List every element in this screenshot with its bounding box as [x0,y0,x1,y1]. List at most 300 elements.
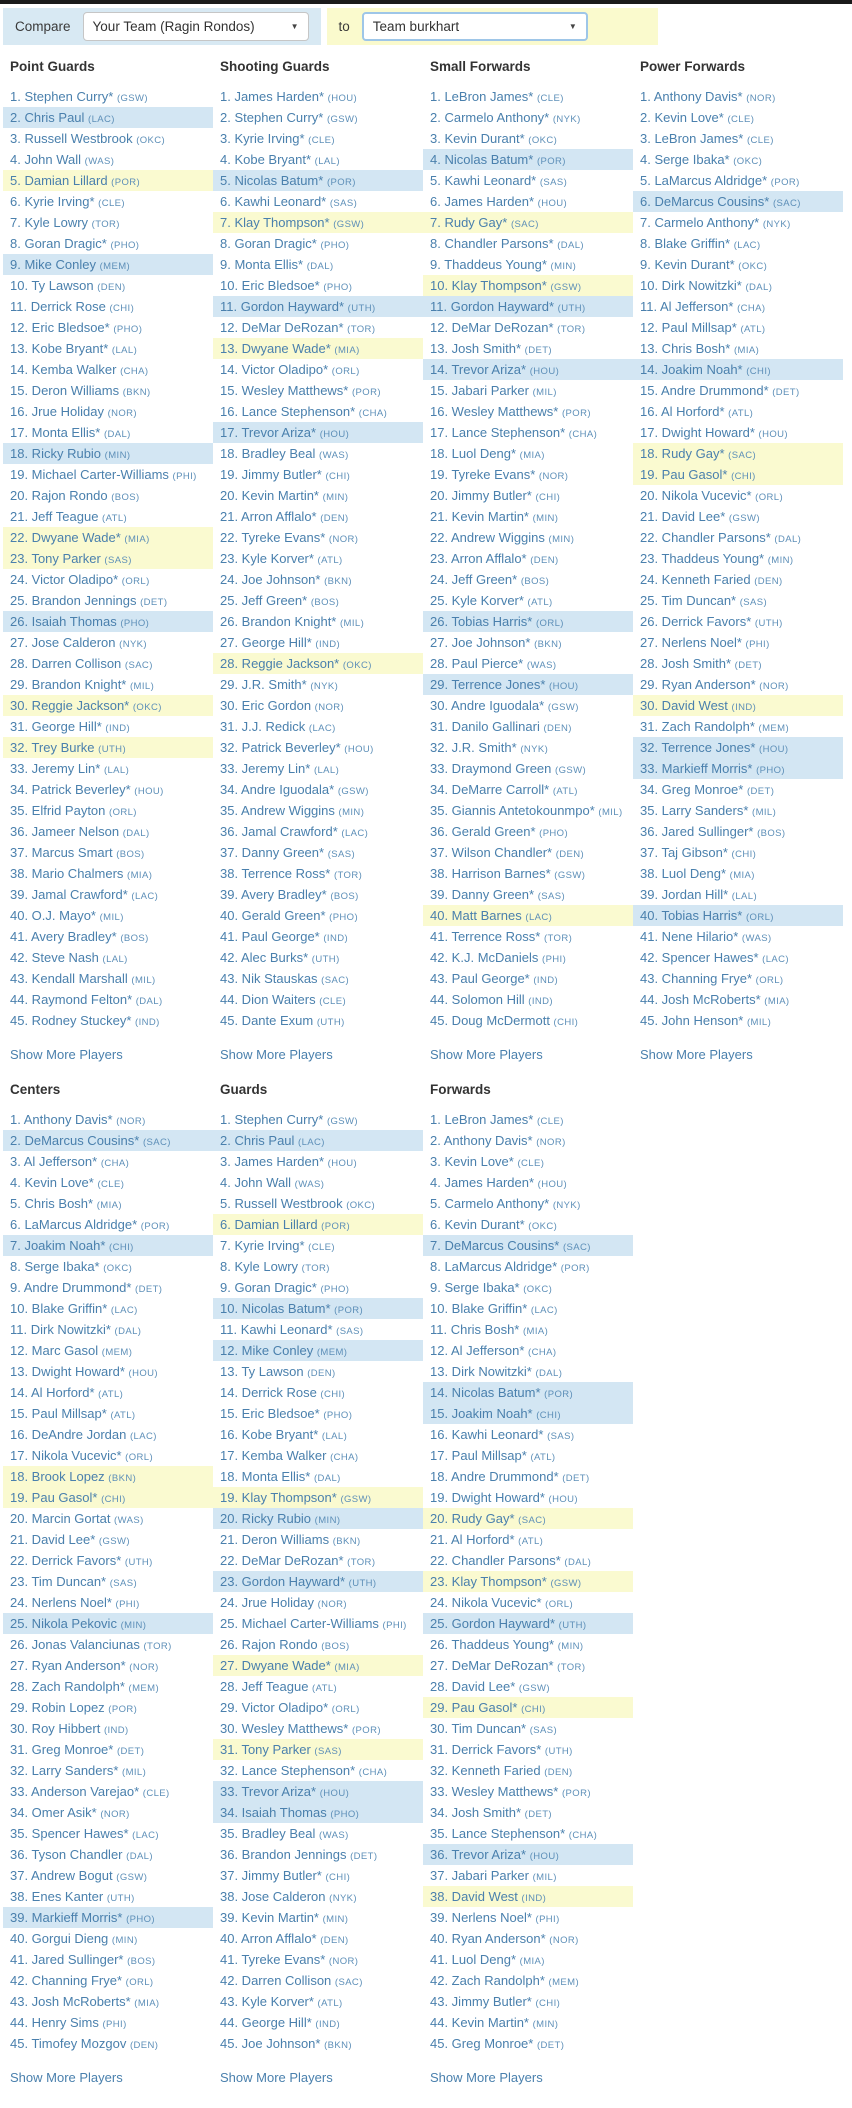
player-row[interactable] [3,275,213,296]
player-row[interactable] [213,758,423,779]
player-row[interactable] [633,233,843,254]
player-row[interactable] [213,1928,423,1949]
player-row[interactable] [213,422,423,443]
player-row[interactable] [213,1907,423,1928]
player-row[interactable] [423,1256,633,1277]
player-row[interactable] [423,275,633,296]
player-row[interactable] [423,2033,633,2054]
player-row[interactable] [423,1718,633,1739]
player-row[interactable] [213,1466,423,1487]
player-row[interactable] [633,338,843,359]
player-row[interactable] [423,1634,633,1655]
player-row[interactable] [213,86,423,107]
player-row[interactable] [213,1760,423,1781]
player-row[interactable] [213,1529,423,1550]
player-row[interactable] [3,1151,213,1172]
player-row[interactable] [633,905,843,926]
player-row[interactable] [213,1718,423,1739]
player-row[interactable] [3,737,213,758]
player-row[interactable] [633,989,843,1010]
player-row[interactable] [213,1571,423,1592]
player-row[interactable] [423,1487,633,1508]
player-row[interactable] [423,1949,633,1970]
player-row[interactable] [3,506,213,527]
player-row[interactable] [3,758,213,779]
player-row[interactable] [213,1739,423,1760]
player-row[interactable] [3,1487,213,1508]
player-row[interactable] [423,716,633,737]
player-row[interactable] [3,842,213,863]
player-row[interactable] [3,1634,213,1655]
player-row[interactable] [3,1319,213,1340]
player-row[interactable] [633,716,843,737]
player-row[interactable] [423,233,633,254]
player-row[interactable] [3,1256,213,1277]
player-row[interactable] [213,1151,423,1172]
player-row[interactable] [213,926,423,947]
player-row[interactable] [3,1382,213,1403]
player-row[interactable] [3,359,213,380]
player-row[interactable] [3,1571,213,1592]
player-row[interactable] [423,1193,633,1214]
player-row[interactable] [633,653,843,674]
player-row[interactable] [213,1844,423,1865]
player-row[interactable] [3,1109,213,1130]
player-row[interactable] [213,1193,423,1214]
player-row[interactable] [3,1172,213,1193]
player-row[interactable] [3,611,213,632]
player-row[interactable] [213,611,423,632]
player-row[interactable] [423,1865,633,1886]
player-row[interactable] [633,170,843,191]
player-row[interactable] [633,632,843,653]
player-row[interactable] [633,485,843,506]
show-more-link[interactable]: Show More Players [430,2070,543,2085]
player-row[interactable] [633,548,843,569]
player-row[interactable] [213,527,423,548]
player-row[interactable] [633,464,843,485]
player-row[interactable] [423,1424,633,1445]
player-row[interactable] [423,422,633,443]
player-row[interactable] [423,905,633,926]
player-row[interactable] [3,1676,213,1697]
player-row[interactable] [213,1340,423,1361]
player-row[interactable] [213,1613,423,1634]
player-row[interactable] [423,1277,633,1298]
player-row[interactable] [213,1361,423,1382]
show-more-link[interactable]: Show More Players [220,2070,333,2085]
player-row[interactable] [3,1403,213,1424]
player-row[interactable] [3,674,213,695]
player-row[interactable] [213,1235,423,1256]
player-row[interactable] [423,170,633,191]
player-row[interactable] [633,884,843,905]
player-row[interactable] [633,401,843,422]
player-row[interactable] [213,548,423,569]
player-row[interactable] [3,1340,213,1361]
player-row[interactable] [3,1130,213,1151]
player-row[interactable] [633,254,843,275]
player-row[interactable] [213,1214,423,1235]
player-row[interactable] [633,128,843,149]
player-row[interactable] [633,800,843,821]
player-row[interactable] [213,254,423,275]
player-row[interactable] [213,779,423,800]
player-row[interactable] [213,695,423,716]
player-row[interactable] [213,905,423,926]
player-row[interactable] [213,1445,423,1466]
player-row[interactable] [3,1886,213,1907]
player-row[interactable] [633,359,843,380]
player-row[interactable] [213,1634,423,1655]
player-row[interactable] [213,1319,423,1340]
player-row[interactable] [3,1214,213,1235]
player-row[interactable] [633,590,843,611]
player-row[interactable] [3,296,213,317]
player-row[interactable] [423,1592,633,1613]
player-row[interactable] [213,1823,423,1844]
player-row[interactable] [633,191,843,212]
player-row[interactable] [423,380,633,401]
player-row[interactable] [423,1298,633,1319]
player-row[interactable] [213,1655,423,1676]
player-row[interactable] [213,1403,423,1424]
player-row[interactable] [423,1151,633,1172]
player-row[interactable] [633,569,843,590]
player-row[interactable] [633,107,843,128]
player-row[interactable] [213,569,423,590]
show-more-link[interactable]: Show More Players [10,2070,123,2085]
player-row[interactable] [423,1361,633,1382]
player-row[interactable] [3,1298,213,1319]
player-row[interactable] [3,1445,213,1466]
player-row[interactable] [423,1508,633,1529]
player-row[interactable] [3,947,213,968]
player-row[interactable] [3,1361,213,1382]
player-row[interactable] [423,632,633,653]
player-row[interactable] [633,212,843,233]
player-row[interactable] [213,107,423,128]
player-row[interactable] [213,1109,423,1130]
player-row[interactable] [3,989,213,1010]
player-row[interactable] [633,947,843,968]
player-row[interactable] [213,296,423,317]
player-row[interactable] [213,1697,423,1718]
player-row[interactable] [3,1823,213,1844]
player-row[interactable] [3,338,213,359]
player-row[interactable] [3,632,213,653]
player-row[interactable] [3,905,213,926]
player-row[interactable] [3,107,213,128]
player-row[interactable] [423,1781,633,1802]
player-row[interactable] [423,1010,633,1031]
show-more-link[interactable]: Show More Players [10,1047,123,1062]
player-row[interactable] [423,1697,633,1718]
player-row[interactable] [423,1214,633,1235]
player-row[interactable] [213,506,423,527]
player-row[interactable] [3,1760,213,1781]
player-row[interactable] [213,989,423,1010]
player-row[interactable] [3,569,213,590]
player-row[interactable] [213,317,423,338]
player-row[interactable] [633,737,843,758]
player-row[interactable] [423,1907,633,1928]
player-row[interactable] [3,1235,213,1256]
player-row[interactable] [3,884,213,905]
player-row[interactable] [213,2012,423,2033]
player-row[interactable] [213,1382,423,1403]
player-row[interactable] [423,1991,633,2012]
player-row[interactable] [423,989,633,1010]
player-row[interactable] [633,1010,843,1031]
player-row[interactable] [423,2012,633,2033]
player-row[interactable] [423,212,633,233]
player-row[interactable] [3,779,213,800]
player-row[interactable] [213,716,423,737]
player-row[interactable] [3,1865,213,1886]
player-row[interactable] [423,947,633,968]
player-row[interactable] [423,1130,633,1151]
player-row[interactable] [3,1193,213,1214]
player-row[interactable] [423,1109,633,1130]
player-row[interactable] [633,86,843,107]
player-row[interactable] [3,821,213,842]
player-row[interactable] [423,1676,633,1697]
player-row[interactable] [213,128,423,149]
player-row[interactable] [213,485,423,506]
player-row[interactable] [423,464,633,485]
player-row[interactable] [633,926,843,947]
player-row[interactable] [213,1508,423,1529]
show-more-link[interactable]: Show More Players [640,1047,753,1062]
player-row[interactable] [3,170,213,191]
opponent-select[interactable] [362,12,588,41]
player-row[interactable] [3,1802,213,1823]
player-row[interactable] [3,548,213,569]
player-row[interactable] [213,1424,423,1445]
player-row[interactable] [3,233,213,254]
player-row[interactable] [3,800,213,821]
player-row[interactable] [423,1655,633,1676]
player-row[interactable] [213,380,423,401]
player-row[interactable] [423,1823,633,1844]
player-row[interactable] [213,1865,423,1886]
player-row[interactable] [423,128,633,149]
player-row[interactable] [423,674,633,695]
player-row[interactable] [423,884,633,905]
player-row[interactable] [3,1970,213,1991]
player-row[interactable] [213,821,423,842]
player-row[interactable] [213,1487,423,1508]
player-row[interactable] [423,443,633,464]
player-row[interactable] [213,401,423,422]
player-row[interactable] [3,317,213,338]
player-row[interactable] [633,758,843,779]
player-row[interactable] [3,695,213,716]
player-row[interactable] [213,275,423,296]
player-row[interactable] [423,1760,633,1781]
player-row[interactable] [3,1010,213,1031]
player-row[interactable] [423,1340,633,1361]
player-row[interactable] [423,401,633,422]
player-row[interactable] [213,1781,423,1802]
player-row[interactable] [423,611,633,632]
player-row[interactable] [633,611,843,632]
player-row[interactable] [423,86,633,107]
player-row[interactable] [3,128,213,149]
show-more-link[interactable]: Show More Players [430,1047,543,1062]
player-row[interactable] [3,149,213,170]
player-row[interactable] [423,737,633,758]
player-row[interactable] [3,1529,213,1550]
player-row[interactable] [633,317,843,338]
player-row[interactable] [633,506,843,527]
player-row[interactable] [633,968,843,989]
player-row[interactable] [423,1445,633,1466]
player-row[interactable] [213,1130,423,1151]
player-row[interactable] [213,233,423,254]
player-row[interactable] [423,1235,633,1256]
player-row[interactable] [213,1970,423,1991]
player-row[interactable] [423,338,633,359]
your-team-select[interactable] [83,12,309,41]
player-row[interactable] [3,191,213,212]
player-row[interactable] [213,1550,423,1571]
player-row[interactable] [423,548,633,569]
player-row[interactable] [633,695,843,716]
player-row[interactable] [423,254,633,275]
player-row[interactable] [423,653,633,674]
player-row[interactable] [633,779,843,800]
player-row[interactable] [3,212,213,233]
player-row[interactable] [423,506,633,527]
player-row[interactable] [213,842,423,863]
player-row[interactable] [3,1592,213,1613]
player-row[interactable] [423,149,633,170]
player-row[interactable] [423,1613,633,1634]
player-row[interactable] [423,779,633,800]
player-row[interactable] [3,968,213,989]
player-row[interactable] [3,1697,213,1718]
player-row[interactable] [423,695,633,716]
player-row[interactable] [3,653,213,674]
player-row[interactable] [213,191,423,212]
player-row[interactable] [213,1298,423,1319]
player-row[interactable] [213,149,423,170]
player-row[interactable] [423,842,633,863]
player-row[interactable] [213,1277,423,1298]
player-row[interactable] [213,653,423,674]
player-row[interactable] [423,485,633,506]
player-row[interactable] [3,1655,213,1676]
player-row[interactable] [423,1844,633,1865]
player-row[interactable] [213,1949,423,1970]
player-row[interactable] [423,1382,633,1403]
player-row[interactable] [423,926,633,947]
player-row[interactable] [213,170,423,191]
player-row[interactable] [3,1466,213,1487]
player-row[interactable] [633,149,843,170]
player-row[interactable] [213,1010,423,1031]
player-row[interactable] [3,926,213,947]
player-row[interactable] [423,590,633,611]
player-row[interactable] [633,422,843,443]
player-row[interactable] [213,1991,423,2012]
player-row[interactable] [213,1676,423,1697]
player-row[interactable] [423,800,633,821]
player-row[interactable] [213,674,423,695]
player-row[interactable] [423,1886,633,1907]
player-row[interactable] [3,1424,213,1445]
player-row[interactable] [633,863,843,884]
player-row[interactable] [3,1613,213,1634]
show-more-link[interactable]: Show More Players [220,1047,333,1062]
player-row[interactable] [3,1718,213,1739]
player-row[interactable] [633,443,843,464]
player-row[interactable] [423,1739,633,1760]
player-row[interactable] [3,464,213,485]
player-row[interactable] [3,527,213,548]
player-row[interactable] [633,380,843,401]
player-row[interactable] [633,821,843,842]
player-row[interactable] [423,296,633,317]
player-row[interactable] [213,884,423,905]
player-row[interactable] [633,275,843,296]
player-row[interactable] [423,1403,633,1424]
player-row[interactable] [3,443,213,464]
player-row[interactable] [3,1907,213,1928]
player-row[interactable] [213,1592,423,1613]
player-row[interactable] [213,1172,423,1193]
player-row[interactable] [423,359,633,380]
player-row[interactable] [213,1256,423,1277]
player-row[interactable] [213,212,423,233]
player-row[interactable] [423,107,633,128]
player-row[interactable] [633,674,843,695]
player-row[interactable] [3,1844,213,1865]
player-row[interactable] [213,2033,423,2054]
player-row[interactable] [423,1550,633,1571]
player-row[interactable] [633,842,843,863]
player-row[interactable] [213,359,423,380]
player-row[interactable] [423,191,633,212]
player-row[interactable] [423,1970,633,1991]
player-row[interactable] [3,863,213,884]
player-row[interactable] [213,1802,423,1823]
player-row[interactable] [3,1508,213,1529]
player-row[interactable] [633,527,843,548]
player-row[interactable] [3,2033,213,2054]
player-row[interactable] [213,443,423,464]
player-row[interactable] [3,590,213,611]
player-row[interactable] [213,590,423,611]
player-row[interactable] [633,296,843,317]
player-row[interactable] [423,569,633,590]
player-row[interactable] [423,1529,633,1550]
player-row[interactable] [213,947,423,968]
player-row[interactable] [3,716,213,737]
player-row[interactable] [3,254,213,275]
player-row[interactable] [423,968,633,989]
player-row[interactable] [423,1571,633,1592]
player-row[interactable] [213,863,423,884]
player-row[interactable] [423,317,633,338]
player-row[interactable] [3,1949,213,1970]
player-row[interactable] [3,380,213,401]
player-row[interactable] [423,1802,633,1823]
player-row[interactable] [3,401,213,422]
player-row[interactable] [3,1550,213,1571]
